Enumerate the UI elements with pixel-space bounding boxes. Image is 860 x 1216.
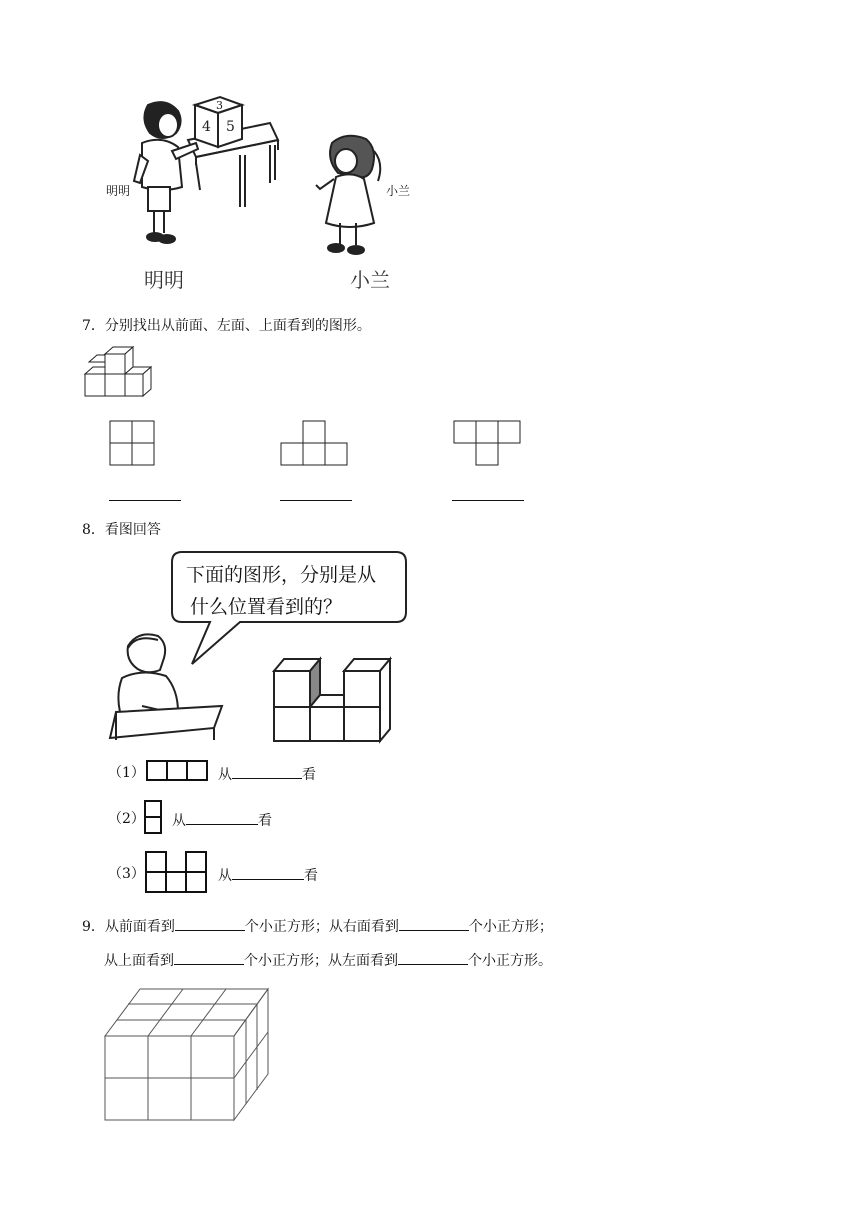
q8-item-2-answer: 从 看: [172, 810, 272, 830]
q9-left-blank[interactable]: [398, 950, 468, 965]
question-8: 8．看图回答: [82, 522, 161, 538]
svg-text:4: 4: [202, 119, 211, 135]
q8-item-1-answer: 从 看: [218, 764, 316, 784]
q7-view-option-c: [453, 420, 521, 468]
q7-answer-line-a[interactable]: [109, 500, 181, 501]
q9-cube-block-figure: [102, 986, 272, 1124]
q7-cube-stack-drawing: [82, 346, 154, 400]
boy-drawing: [134, 102, 198, 243]
bubble-line-2: 什么位置看到的？: [190, 596, 343, 618]
q8-item-2-figure: [144, 800, 164, 836]
q8-item-2-label: （2）: [108, 811, 145, 827]
student-drawing: [108, 628, 226, 743]
q8-item-3-answer: 从 看: [218, 865, 318, 885]
question-8-text: 看图回答: [104, 522, 161, 538]
q8-item-3-blank[interactable]: [232, 865, 304, 880]
q8-five-squares-figure: [144, 850, 208, 894]
boy-name-label: 明明: [144, 268, 184, 292]
girl-drawing: [316, 136, 380, 254]
q9-cube-block-drawing: [102, 986, 272, 1124]
question-9-line-1: 9．从前面看到 个小正方形；从右面看到 个小正方形；: [82, 916, 553, 936]
q8-student-illustration: [108, 628, 226, 743]
q9-top-blank[interactable]: [174, 950, 244, 965]
question-8-number: 8: [82, 522, 91, 538]
q7-view-b-drawing: [280, 420, 348, 468]
q9-right-blank[interactable]: [399, 916, 469, 931]
q7-view-a-drawing: [109, 420, 157, 468]
q7-answer-line-b[interactable]: [280, 500, 352, 501]
bubble-line-1: 下面的图形，分别是从: [186, 564, 377, 586]
q8-item-3-figure: [144, 850, 208, 894]
question-7: 7．分别找出从前面、左面、上面看到的图形。: [82, 318, 371, 334]
svg-text:5: 5: [226, 119, 235, 135]
question-9-number: 9: [82, 919, 91, 935]
q8-block-figure: [272, 657, 396, 745]
svg-text:3: 3: [216, 99, 223, 112]
question-9-line-2: 从上面看到 个小正方形；从左面看到 个小正方形。: [104, 950, 552, 970]
boy-name-small-label: 明明: [106, 184, 131, 198]
number-cube-drawing: [195, 97, 242, 147]
q8-item-1-blank[interactable]: [232, 764, 302, 779]
q8-two-squares-column: [144, 800, 164, 836]
q7-answer-line-c[interactable]: [452, 500, 524, 501]
girl-name-small-label: 小兰: [386, 184, 411, 198]
q8-item-1-label: （1）: [108, 765, 145, 781]
q8-item-1-figure: [146, 759, 208, 783]
girl-name-label: 小兰: [350, 268, 390, 292]
q9-front-blank[interactable]: [175, 916, 245, 931]
q8-three-squares-row: [146, 759, 208, 783]
question-7-text: 分别找出从前面、左面、上面看到的图形。: [104, 318, 371, 334]
q8-block-drawing: [272, 657, 396, 745]
q7-view-c-drawing: [453, 420, 521, 468]
q7-view-option-b: [280, 420, 348, 468]
q7-cube-stack-figure: [82, 346, 154, 400]
question-7-number: 7: [82, 318, 91, 334]
q7-view-option-a: [109, 420, 157, 468]
q8-item-2-blank[interactable]: [186, 810, 258, 825]
q8-item-3-label: （3）: [108, 866, 145, 882]
